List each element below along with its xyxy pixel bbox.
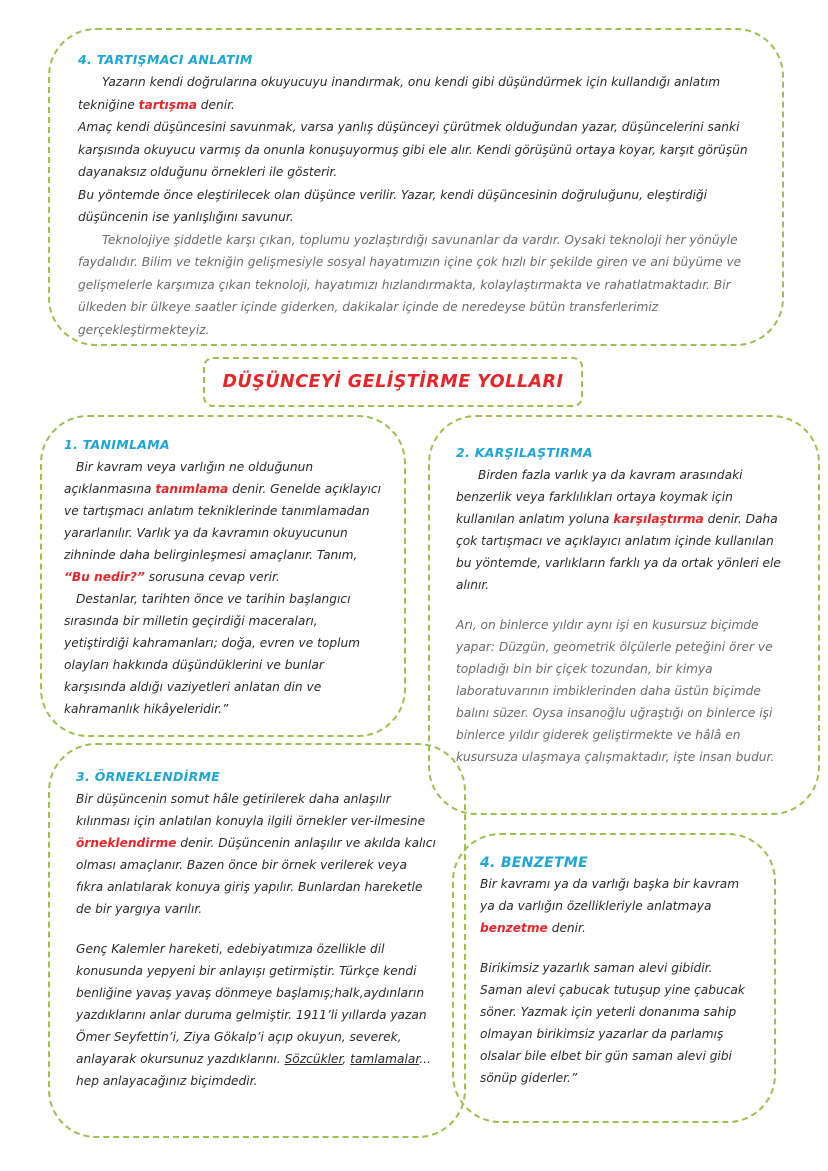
orneklendirme-def-end: denir. Düşüncenin anlaşılır ve akılda kalıcı olması amaçlanır. Bazen önce bir örnek verilerek veya fıkra anlatılarak konuya giriş yapılır. Bunlardan hareketle de bir yargıya varılır. xyxy=(76,836,436,916)
page-title: DÜŞÜNCEYİ GELİŞTİRME YOLLARI xyxy=(222,372,564,392)
karsilastirma-definition xyxy=(456,464,792,596)
tanimlama-def-mid: denir. Genelde açıklayıcı ve tartışmacı anlatım tekniklerinde tanımlamadan yararlanılır. Varlık ya da kavramın okuyucunun zihninde daha belirginleşmesi amaçlanır. Tanım, xyxy=(64,482,381,562)
spacer xyxy=(76,920,438,938)
karsilastirma-def-text: Birden fazla varlık ya da kavram arasındaki benzerlik veya farklılıkları ortaya koymak için kullanılan anlatım yoluna xyxy=(456,468,743,526)
tanimlama-def-text: Bir kavram veya varlığın ne olduğunun açıklanmasına xyxy=(64,460,314,496)
tanimlama-keyword: tanımlama xyxy=(155,482,229,496)
orneklendirme-example-text: Genç Kalemler hareketi, edebiyatımıza özellikle dil konusunda yepyeni bir anlayışı getirmiştir. Türkçe kendi benliğine yavaş yavaş dönmeye başlamış;halk,aydınların yazdıklarını anlar duruma gelmiştir. 1911’li yıllarda yazan Ömer Seyfettin’i, Ziya Gökalp’i açıp okuyun, severek, anlayarak okursunuz yazdıklarını. xyxy=(76,942,427,1066)
benzetme-box xyxy=(452,833,776,1123)
tartismaci-purpose: Amaç kendi düşüncesini savunmak, varsa yanlış düşünceyi çürütmek olduğundan yazar, düşüncelerini sanki karşısında okuyucu varmış da onunla konuşuyormuş gibi ele alır. Kendi görüşünü ortaya koyar, karşıt görüşün dayanaksız olduğunu örnekleri ile gösterir. xyxy=(78,120,748,179)
karsilastirma-def-end: denir. Daha çok tartışmacı ve açıklayıcı anlatım içinde kullanılan bu yöntemde, varlıkların farklı ya da ortak yönleri ele alınır. xyxy=(456,512,781,592)
tartismaci-definition xyxy=(78,71,754,116)
tamlamalar-underlined: tamlamalar xyxy=(350,1052,420,1066)
karsilastirma-box xyxy=(428,415,820,815)
orneklendirme-box xyxy=(48,743,466,1138)
karsilastirma-heading: 2. KARŞILAŞTIRMA xyxy=(456,445,593,460)
orneklendirme-definition xyxy=(76,788,438,920)
tartismaci-heading: 4. TARTIŞMACI ANLATIM xyxy=(78,52,253,67)
tanimlama-box xyxy=(40,415,406,737)
tartismaci-example: Teknolojiye şiddetle karşı çıkan, toplumu yozlaştırdığı savunanlar da vardır. Oysaki teknoloji her yönüyle faydalıdır. Bilim ve tekniğin gelişmesiyle sosyal hayatımızın içine çok hızlı bir şekilde giren ve ani büyüme ve gelişmelerle karşımıza çıkan teknoloji, hayatımızı hızlandırmakta, kolaylaştırmakta ve rahatlatmaktadır. Bir ülkeden bir ülkeye saatler içinde giderken, dakikalar içinde de neredeyse bütün transferlerimiz gerçekleştirmekteyiz. xyxy=(78,232,742,337)
benzetme-def-end: denir. xyxy=(547,921,586,935)
benzetme-heading: 4. BENZETME xyxy=(480,855,588,871)
bu-nedir-keyword: “Bu nedir?” xyxy=(64,570,145,584)
tartismaci-method: Bu yöntemde önce eleştirilecek olan düşünce verilir. Yazar, kendi düşüncesinin doğruluğunu, eleştirdiği düşüncenin ise yanlışlığını savunur. xyxy=(78,187,707,224)
sozcukler-underlined: Sözcükler xyxy=(284,1052,343,1066)
page-title-box xyxy=(203,357,583,407)
orneklendirme-heading: 3. ÖRNEKLENDİRME xyxy=(76,769,221,784)
tartismaci-def-end: denir. xyxy=(196,97,235,112)
orneklendirme-def-text: Bir düşüncenin somut hâle getirilerek daha anlaşılır kılınması için anlatılan konuyla ilgili örnekler ver-ilmesine xyxy=(76,792,426,828)
tanimlama-def-end: sorusuna cevap verir. xyxy=(144,570,280,584)
karsilastirma-keyword: karşılaştırma xyxy=(613,512,704,526)
benzetme-definition xyxy=(480,873,750,939)
spacer xyxy=(456,596,792,614)
tartismaci-def-text: Yazarın kendi doğrularına okuyucuyu inandırmak, onu kendi gibi düşündürmek için kullandığı anlatım tekniğine xyxy=(78,75,721,112)
orneklendirme-example xyxy=(76,938,438,1092)
tanimlama-definition xyxy=(64,456,382,588)
tartisma-keyword: tartışma xyxy=(138,97,197,112)
tartismaci-anlatim-box xyxy=(48,28,784,346)
tanimlama-heading: 1. TANIMLAMA xyxy=(64,437,170,452)
karsilastirma-example: Arı, on binlerce yıldır aynı işi en kusursuz biçimde yapar: Düzgün, geometrik ölçülerle peteğini örer ve topladığı bin bir çiçek tozundan, bir kimya laboratuvarının imbiklerinden daha üstün biçimde balını süzer. Oysa insanoğlu uğraştığı on binlerce işi binlerce yıldır giderek geliştirmekte ve hâlâ en kusursuza ulaşmaya çalışmaktadır, işte insan budur. xyxy=(456,618,775,764)
orneklendirme-keyword: örneklendirme xyxy=(76,836,177,850)
benzetme-example: Birikimsiz yazarlık saman alevi gibidir. Saman alevi çabucak tutuşup yine çabucak söner. Yazmak için yeterli donanıma sahip olmayan birikimsiz yazarlar da parlamış olsalar bile elbet bir gün saman alevi gibi sönüp giderler.” xyxy=(480,961,745,1085)
spacer xyxy=(480,939,750,957)
benzetme-keyword: benzetme xyxy=(480,921,548,935)
benzetme-def-text: Bir kavramı ya da varlığı başka bir kavram ya da varlığın özellikleriyle anlatmaya xyxy=(480,877,740,913)
orneklendirme-example-end: ... hep anlayacağınız biçimdedir. xyxy=(76,1052,431,1088)
tanimlama-example: Destanlar, tarihten önce ve tarihin başlangıcı sırasında bir milletin geçirdiği maceraları, yetiştirdiği kahramanları; doğa, evren ve toplum olayları hakkında düşündüklerini ve bunlar karşısında aldığı vaziyetleri anlatan din ve kahramanlık hikâyeleridir.” xyxy=(64,592,361,716)
orneklendirme-example-sep: , xyxy=(342,1052,351,1066)
